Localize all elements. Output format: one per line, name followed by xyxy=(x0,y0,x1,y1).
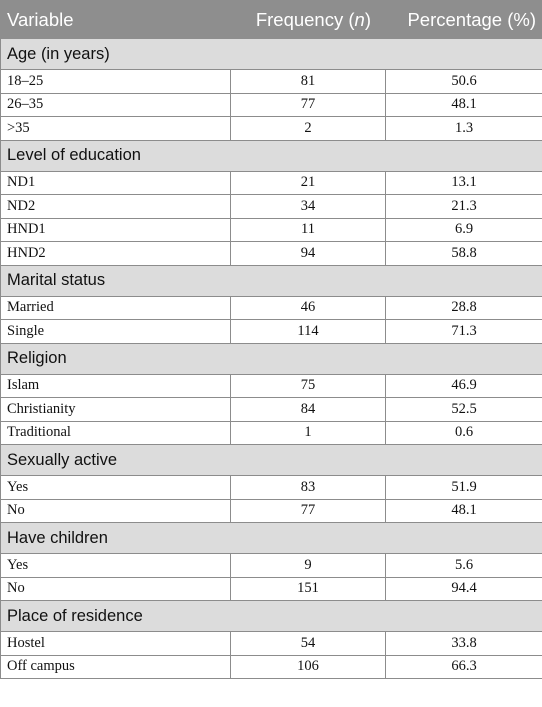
table-row xyxy=(1,577,542,601)
row-percentage: 94.4 xyxy=(386,577,542,601)
row-label: Islam xyxy=(1,374,231,398)
row-label: Off campus xyxy=(1,655,231,679)
section-title: Age (in years) xyxy=(1,39,542,70)
row-frequency: 11 xyxy=(231,218,386,242)
table-row xyxy=(1,320,542,344)
header-variable: Variable xyxy=(1,1,231,39)
header-frequency-n: n xyxy=(354,8,365,30)
section-header-row xyxy=(1,523,542,554)
row-frequency: 1 xyxy=(231,421,386,445)
table-row xyxy=(1,476,542,500)
table-row xyxy=(1,171,542,195)
table-row xyxy=(1,632,542,656)
table-row xyxy=(1,242,542,266)
row-percentage: 48.1 xyxy=(386,93,542,117)
row-frequency: 151 xyxy=(231,577,386,601)
row-label: Married xyxy=(1,296,231,320)
header-frequency-pre: Frequency ( xyxy=(255,8,355,30)
table-row xyxy=(1,398,542,422)
row-label: >35 xyxy=(1,117,231,141)
section-header-row xyxy=(1,39,542,70)
table-row xyxy=(1,499,542,523)
row-frequency: 77 xyxy=(231,93,386,117)
row-percentage: 66.3 xyxy=(386,655,542,679)
row-percentage: 51.9 xyxy=(386,476,542,500)
row-percentage: 50.6 xyxy=(386,70,542,94)
table-row xyxy=(1,655,542,679)
row-percentage: 6.9 xyxy=(386,218,542,242)
row-percentage: 21.3 xyxy=(386,195,542,219)
header-percentage: Percentage (%) xyxy=(386,1,542,39)
row-label: No xyxy=(1,499,231,523)
section-title: Sexually active xyxy=(1,445,542,476)
row-percentage: 58.8 xyxy=(386,242,542,266)
row-label: HND1 xyxy=(1,218,231,242)
section-header-row xyxy=(1,445,542,476)
table-row xyxy=(1,554,542,578)
table-row xyxy=(1,218,542,242)
row-label: Traditional xyxy=(1,421,231,445)
section-title: Level of education xyxy=(1,140,542,171)
section-title: Religion xyxy=(1,343,542,374)
row-label: ND1 xyxy=(1,171,231,195)
row-frequency: 54 xyxy=(231,632,386,656)
row-label: ND2 xyxy=(1,195,231,219)
row-percentage: 46.9 xyxy=(386,374,542,398)
table-body xyxy=(1,39,542,679)
row-percentage: 28.8 xyxy=(386,296,542,320)
table-row xyxy=(1,195,542,219)
row-label: Hostel xyxy=(1,632,231,656)
row-frequency: 94 xyxy=(231,242,386,266)
row-label: Yes xyxy=(1,554,231,578)
row-frequency: 34 xyxy=(231,195,386,219)
row-label: Single xyxy=(1,320,231,344)
row-percentage: 48.1 xyxy=(386,499,542,523)
section-header-row xyxy=(1,601,542,632)
row-percentage: 13.1 xyxy=(386,171,542,195)
table-header xyxy=(1,1,542,39)
section-header-row xyxy=(1,265,542,296)
row-frequency: 21 xyxy=(231,171,386,195)
table-row xyxy=(1,93,542,117)
row-label: No xyxy=(1,577,231,601)
header-frequency-post: ) xyxy=(364,8,371,30)
row-percentage: 52.5 xyxy=(386,398,542,422)
table-row xyxy=(1,296,542,320)
table-row xyxy=(1,421,542,445)
section-header-row xyxy=(1,140,542,171)
section-title: Marital status xyxy=(1,265,542,296)
row-frequency: 77 xyxy=(231,499,386,523)
row-frequency: 106 xyxy=(231,655,386,679)
row-frequency: 84 xyxy=(231,398,386,422)
row-label: 18–25 xyxy=(1,70,231,94)
section-title: Place of residence xyxy=(1,601,542,632)
row-frequency: 9 xyxy=(231,554,386,578)
row-frequency: 2 xyxy=(231,117,386,141)
row-frequency: 81 xyxy=(231,70,386,94)
row-frequency: 114 xyxy=(231,320,386,344)
row-percentage: 71.3 xyxy=(386,320,542,344)
header-frequency xyxy=(231,1,386,39)
table-row xyxy=(1,117,542,141)
row-frequency: 46 xyxy=(231,296,386,320)
section-header-row xyxy=(1,343,542,374)
row-label: Yes xyxy=(1,476,231,500)
row-label: 26–35 xyxy=(1,93,231,117)
section-title: Have children xyxy=(1,523,542,554)
row-percentage: 1.3 xyxy=(386,117,542,141)
table-row xyxy=(1,374,542,398)
row-percentage: 5.6 xyxy=(386,554,542,578)
row-frequency: 83 xyxy=(231,476,386,500)
row-label: HND2 xyxy=(1,242,231,266)
row-frequency: 75 xyxy=(231,374,386,398)
table-row xyxy=(1,70,542,94)
row-percentage: 33.8 xyxy=(386,632,542,656)
row-percentage: 0.6 xyxy=(386,421,542,445)
row-label: Christianity xyxy=(1,398,231,422)
